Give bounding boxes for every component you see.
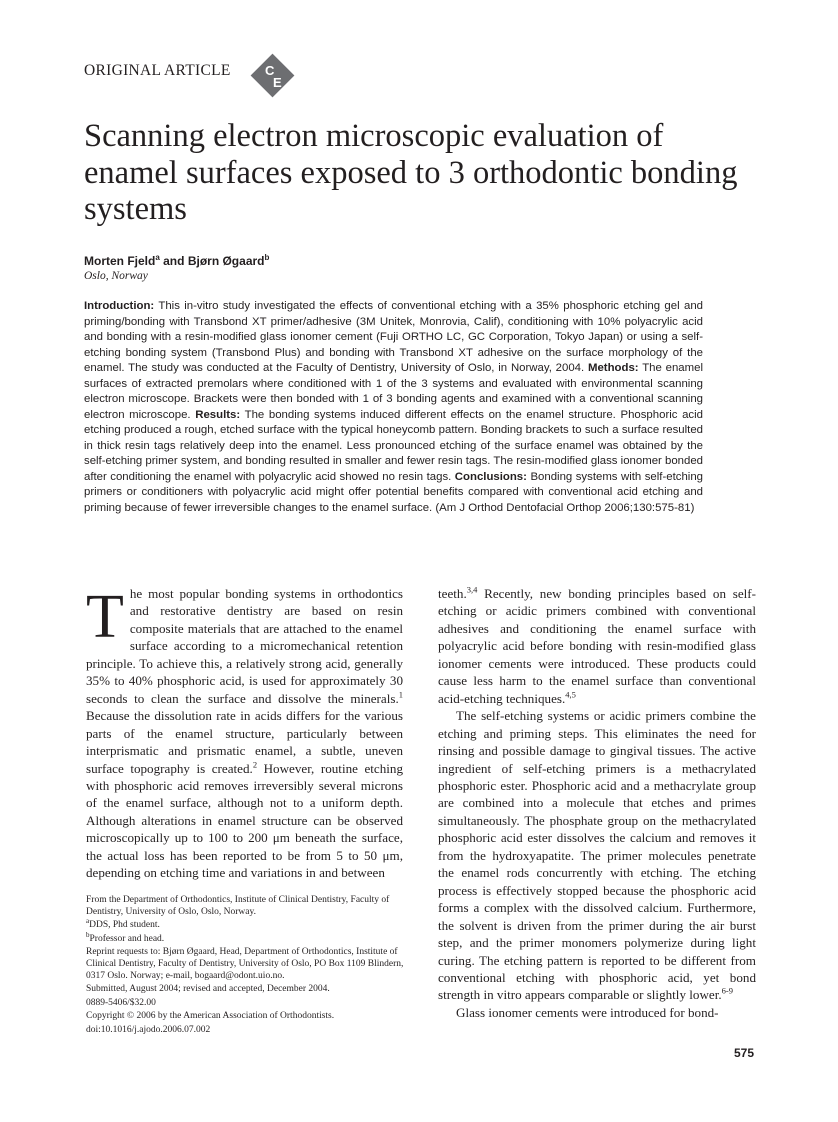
reference-mark: 4,5: [565, 689, 576, 700]
ce-badge-e: E: [273, 75, 282, 90]
body-text: The self-etching systems or acidic primers combine the etching and priming steps. This eliminates the need for rinsing and possible damage to gingival tissues. The active ingredient of self-etching primers is a methacrylated phosphoric ester. Phosphoric acid and a methacrylate group are combined into a molecule that etches and primes simultaneously. The phosphate group on the methacrylated phosphoric acid ester dissolves the calcium and removes it from the hydroxyapatite. The primer molecules penetrate the enamel rods concurrently with etching. The etching process is effectively stopped because the phosphoric acid forms a complex with the dissolved calcium. Furthermore, the solvent is driven from the primer during the air burst step, and the primer monomers polymerize during light curing. The etching pattern is reported to be different from conventional etching with phosphoric acid, yet bond strength in vitro appears comparable or slightly lower.: [438, 708, 756, 1003]
reference-mark: 1: [398, 689, 403, 700]
abstract-results: The bonding systems induced different effects on the enamel structure. Phosphoric acid etching produced a rough, etched surface with the typical honeycomb pattern. Bonding brackets to such a surface resulted in thick resin tags relatively deep into the enamel. Less pronounced etching of the surface enamel was obtained by the self-etching primer system, and bonding resulted in smaller and fewer resin tags. The resin-modified glass ionomer bonded after conditioning the enamel with polyacrylic acid showed no resin tags.: [84, 408, 703, 483]
footnote-text: Professor and head.: [89, 933, 165, 944]
author-2-affiliation-mark: b: [264, 253, 270, 262]
footnote-issn: 0889-5406/$32.00: [86, 997, 156, 1008]
reference-mark: 3,4: [466, 584, 478, 595]
abstract-results-label: Results:: [195, 408, 241, 421]
footnote-submitted: Submitted, August 2004; revised and accepted, December 2004.: [86, 984, 330, 995]
author-2: Bjørn Øgaard: [187, 254, 265, 268]
body-text: However, routine etching with phosphoric acid removes irreversibly several microns of the enamel surface, although not to a uniform depth. Although alterations in enamel structure can be observed microscopically up to 100 to 200 μm beneath the surface, the actual loss has been reported to be from 5 to 50 μm, depending on etching time and variations in and between: [86, 760, 403, 881]
footnote-a: [86, 917, 404, 932]
footnote-reprint: Reprint requests to: Bjørn Øgaard, Head, Department of Orthodontics, Institute of Clinical Dentistry, Faculty of Dentistry, University of Oslo, PO Box 1109 Blindern, 0317 Oslo. Norway; e-mail, bogaard@odont.uio.no.: [86, 947, 404, 981]
ce-badge-icon: [251, 54, 295, 98]
footnote-doi: doi:10.1016/j.ajodo.2006.07.002: [86, 1024, 211, 1035]
body-text: teeth.: [438, 586, 467, 601]
abstract-conclusions: Bonding systems with self-etching primers or conditioners with polyacrylic acid might offer potential benefits compared with conventional acid etching and priming because of fewer irreversible changes to the enamel surface. (Am J Orthod Dentofacial Orthop 2006;130:575-81): [84, 470, 703, 514]
body-text: he most popular bonding systems in orthodontics and restorative dentistry are based on resin composite materials that are attached to the enamel surface according to a micromechanical retention principle. To achieve this, a relatively strong acid, generally 35% to 40% phosphoric acid, is used for approximately 30 seconds to clean the surface and dissolve the minerals.: [86, 586, 403, 706]
footnotes: [86, 895, 404, 1038]
body-text: Recently, new bonding principles based on self-etching or acidic primers combined with conventional adhesives and conditioning the enamel surface with polyacrylic acid before bonding with resin-modified glass ionomer cements were introduced. These products could cause less harm to the enamel surface than conventional acid-etching techniques.: [438, 586, 756, 706]
footnote-affiliation: From the Department of Orthodontics, Institute of Clinical Dentistry, Faculty of Dentistry, University of Oslo, Oslo, Norway.: [86, 895, 390, 917]
author-line: [84, 253, 269, 268]
author-1: Morten Fjeld: [84, 254, 156, 268]
author-connector: and: [159, 254, 188, 268]
reference-mark: 2: [252, 759, 258, 770]
page-number: 575: [734, 1046, 755, 1060]
author-location: Oslo, Norway: [84, 270, 148, 282]
body-paragraph: [438, 707, 756, 1004]
abstract: [84, 299, 703, 516]
ce-badge-c: C: [265, 63, 275, 78]
footnote-b: [86, 930, 404, 946]
abstract-intro-label: Introduction:: [84, 300, 155, 312]
footnote-mark: a: [86, 917, 90, 926]
abstract-conclusions-label: Conclusions:: [454, 470, 527, 483]
section-label: ORIGINAL ARTICLE: [84, 62, 231, 79]
body-text: Because the dissolution rate in acids differs for the various parts of the enamel structure, particularly between interprismatic and prismatic enamel, a subtle, uneven surface topography is created.: [86, 708, 403, 776]
reference-mark: 6-9: [721, 986, 733, 997]
article-title: Scanning electron microscopic evaluation of enamel surfaces exposed to 3 orthodontic bonding systems: [84, 118, 738, 227]
drop-cap: T: [86, 583, 124, 651]
footnote-mark: b: [86, 930, 90, 939]
body-column-left: [86, 585, 403, 882]
body-paragraph: [438, 585, 756, 707]
body-paragraph: [86, 585, 403, 882]
footnote-text: DDS, Phd student.: [89, 920, 160, 931]
abstract-intro: This in-vitro study investigated the effects of conventional etching with a 35% phosphoric etching gel and priming/bonding with Transbond XT primer/adhesive (3M Unitek, Monrovia, Calif), conditioning with 10% polyacrylic acid and bonding with a resin-modified glass ionomer cement (Fuji ORTHO LC, GC Corporation, Tokyo Japan) or using a self-etching bonding system (Transbond Plus) and bonding with Transbond XT adhesive on the surface morphology of the enamel. The study was conducted at the Faculty of Dentistry, University of Oslo, in Norway, 2004.: [84, 300, 703, 374]
author-1-affiliation-mark: a: [155, 253, 160, 262]
abstract-methods: The enamel surfaces of extracted premolars where conditioned with 1 of the 3 systems and evaluated with environmental scanning electron microscope. Brackets were then bonded with 1 of 3 bonding agents and examined with a conventional scanning electron microscope.: [84, 362, 703, 421]
abstract-methods-label: Methods:: [587, 362, 639, 374]
body-column-right: [438, 585, 756, 1021]
body-paragraph: [438, 1004, 756, 1021]
footnote-copyright: Copyright © 2006 by the American Association of Orthodontists.: [86, 1011, 335, 1022]
body-text: Glass ionomer cements were introduced for bond-: [456, 1004, 719, 1020]
